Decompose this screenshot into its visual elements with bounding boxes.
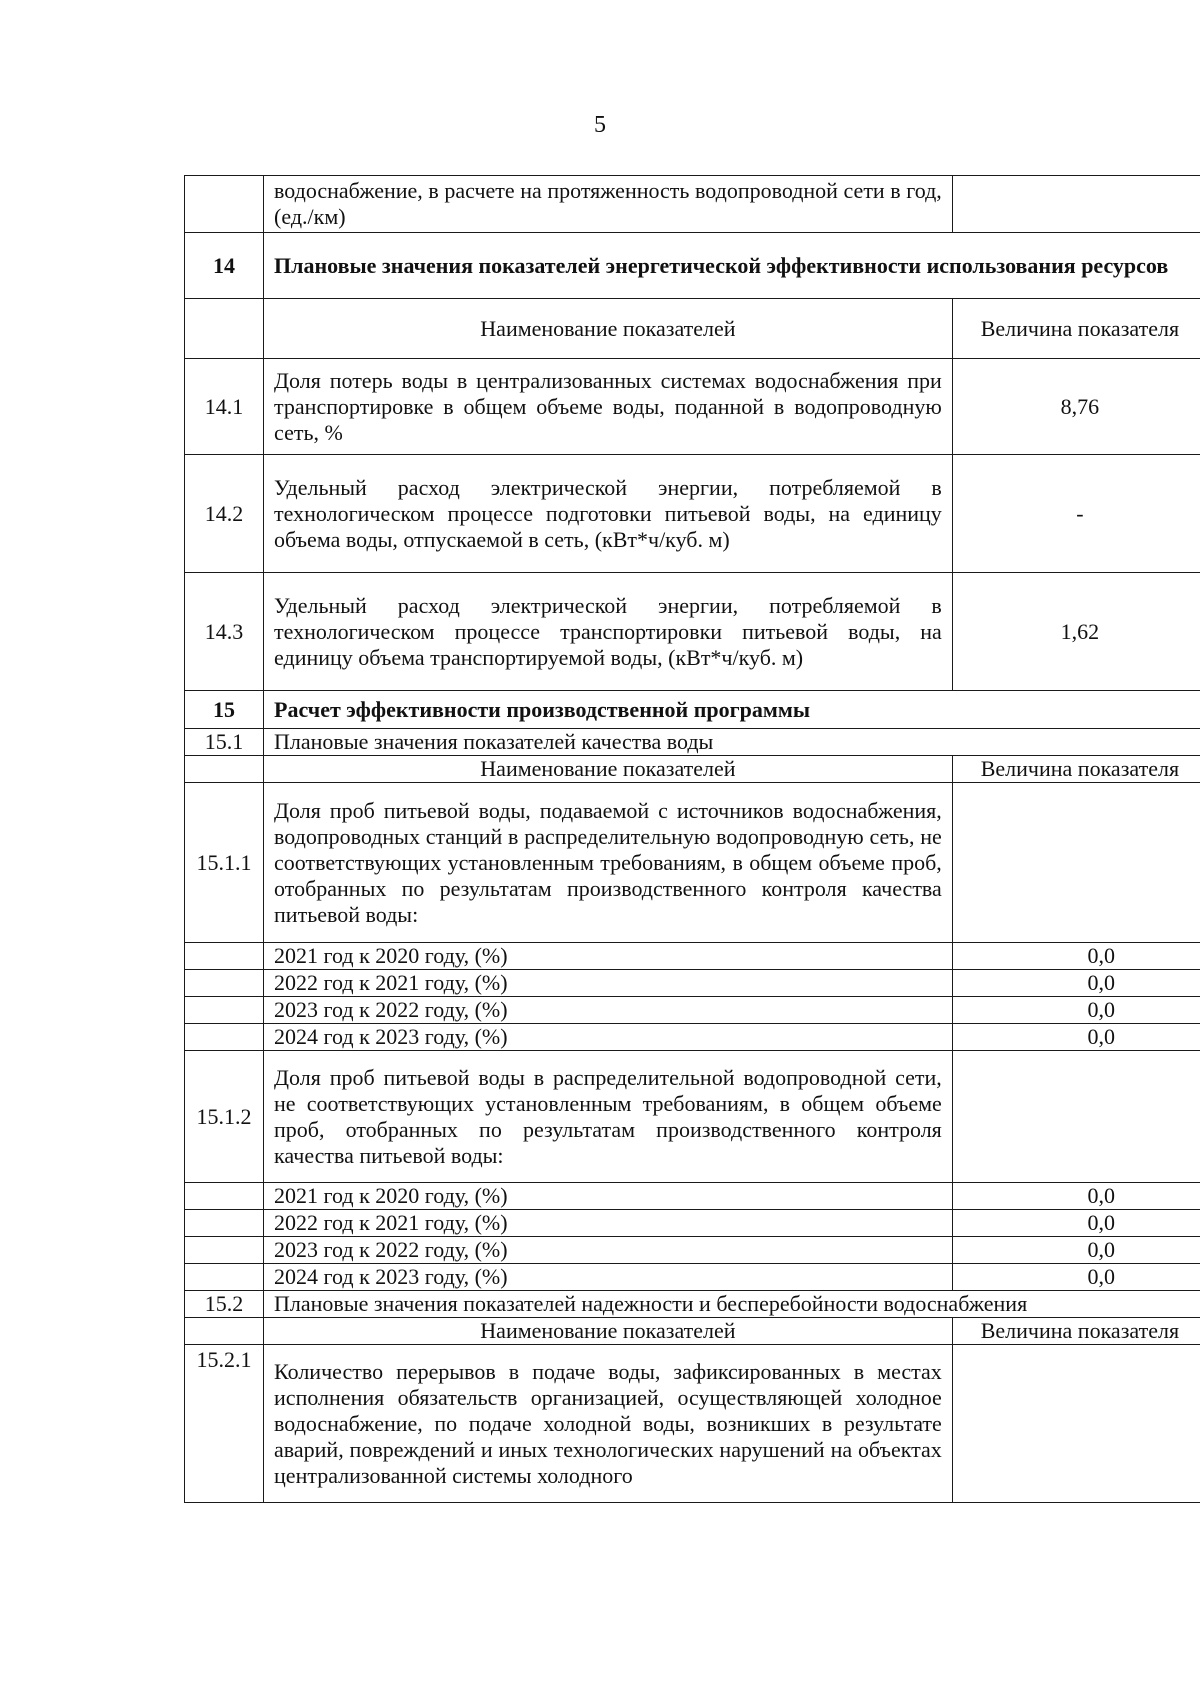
year-label: 2024 год к 2023 году, (%): [264, 1024, 953, 1051]
section-row: [185, 691, 1200, 729]
section-number: 15.1: [185, 729, 264, 756]
header-row: [185, 1318, 1200, 1345]
page-number: 5: [594, 112, 606, 138]
year-row: [185, 1210, 1200, 1237]
section-title: Плановые значения показателей надежности и бесперебойности водоснабжения: [264, 1291, 1200, 1318]
indicator-name: водоснабжение, в расчете на протяженность водопроводной сети в год, (ед./км): [264, 176, 953, 233]
row-number: 14.3: [185, 573, 264, 691]
indicator-value: -: [952, 455, 1200, 573]
subsection-row: [185, 1291, 1200, 1318]
table-row: [185, 1051, 1200, 1183]
row-number: [185, 1024, 264, 1051]
year-row: [185, 1183, 1200, 1210]
row-number: [185, 756, 264, 783]
table-row: [185, 359, 1200, 455]
row-number: [185, 176, 264, 233]
indicator-name: Удельный расход электрической энергии, потребляемой в технологическом процессе подготовки питьевой воды, на единицу объема воды, отпускаемой в сеть, (кВт*ч/куб. м): [264, 455, 953, 573]
year-row: [185, 1024, 1200, 1051]
indicator-name: Доля потерь воды в централизованных системах водоснабжения при транспортировке в общем объеме воды, поданной в водопроводную сеть, %: [264, 359, 953, 455]
year-value: 0,0: [952, 997, 1200, 1024]
row-number: [185, 1264, 264, 1291]
header-row: [185, 299, 1200, 359]
column-header-name: Наименование показателей: [264, 299, 953, 359]
row-number: [185, 1183, 264, 1210]
year-value: 0,0: [952, 1183, 1200, 1210]
year-label: 2023 год к 2022 году, (%): [264, 1237, 953, 1264]
year-value: 0,0: [952, 1237, 1200, 1264]
table-row: [185, 176, 1200, 233]
year-row: [185, 1237, 1200, 1264]
year-label: 2022 год к 2021 году, (%): [264, 1210, 953, 1237]
year-label: 2021 год к 2020 году, (%): [264, 943, 953, 970]
indicator-value: [952, 176, 1200, 233]
row-number: 15.2.1: [185, 1345, 264, 1503]
column-header-name: Наименование показателей: [264, 756, 953, 783]
year-value: 0,0: [952, 1210, 1200, 1237]
section-number: 15: [185, 691, 264, 729]
row-number: [185, 997, 264, 1024]
table-row: [185, 573, 1200, 691]
row-number: 14.1: [185, 359, 264, 455]
year-row: [185, 943, 1200, 970]
indicator-value: [952, 1051, 1200, 1183]
section-number: 14: [185, 233, 264, 299]
year-value: 0,0: [952, 943, 1200, 970]
table-row: [185, 455, 1200, 573]
table-row: [185, 1345, 1200, 1503]
indicators-table: [184, 175, 1200, 1503]
year-label: 2022 год к 2021 году, (%): [264, 970, 953, 997]
indicator-name: Доля проб питьевой воды, подаваемой с источников водоснабжения, водопроводных станций в распределительную водопроводную сеть, не соответствующих установленным требованиям, в общем объеме проб, отобранных по результатам производственного контроля качества питьевой воды:: [264, 783, 953, 943]
year-row: [185, 1264, 1200, 1291]
row-number: [185, 299, 264, 359]
section-title: Плановые значения показателей качества воды: [264, 729, 1200, 756]
column-header-value: Величина показателя: [952, 756, 1200, 783]
header-row: [185, 756, 1200, 783]
row-number: [185, 970, 264, 997]
indicator-value: [952, 783, 1200, 943]
row-number: 15.1.1: [185, 783, 264, 943]
section-row: [185, 233, 1200, 299]
row-number: 15.1.2: [185, 1051, 264, 1183]
year-label: 2024 год к 2023 году, (%): [264, 1264, 953, 1291]
indicator-value: 8,76: [952, 359, 1200, 455]
year-row: [185, 997, 1200, 1024]
column-header-value: Величина показателя: [952, 1318, 1200, 1345]
year-value: 0,0: [952, 970, 1200, 997]
indicator-value: 1,62: [952, 573, 1200, 691]
subsection-row: [185, 729, 1200, 756]
indicator-value: [952, 1345, 1200, 1503]
column-header-value: Величина показателя: [952, 299, 1200, 359]
year-row: [185, 970, 1200, 997]
table-row: [185, 783, 1200, 943]
row-number: 14.2: [185, 455, 264, 573]
year-value: 0,0: [952, 1024, 1200, 1051]
year-label: 2023 год к 2022 году, (%): [264, 997, 953, 1024]
row-number: [185, 1237, 264, 1264]
column-header-name: Наименование показателей: [264, 1318, 953, 1345]
indicator-name: Удельный расход электрической энергии, потребляемой в технологическом процессе транспортировки питьевой воды, на единицу объема транспортируемой воды, (кВт*ч/куб. м): [264, 573, 953, 691]
row-number: [185, 943, 264, 970]
section-number: 15.2: [185, 1291, 264, 1318]
indicator-name: Количество перерывов в подаче воды, зафиксированных в местах исполнения обязательств организацией, осуществляющей холодное водоснабжение, по подаче холодной воды, возникших в результате аварий, повреждений и иных технологических нарушений на объектах централизованной системы холодного: [264, 1345, 953, 1503]
section-title: Плановые значения показателей энергетической эффективности использования ресурсов: [264, 233, 1200, 299]
row-number: [185, 1210, 264, 1237]
year-value: 0,0: [952, 1264, 1200, 1291]
row-number: [185, 1318, 264, 1345]
section-title: Расчет эффективности производственной программы: [264, 691, 1200, 729]
year-label: 2021 год к 2020 году, (%): [264, 1183, 953, 1210]
indicator-name: Доля проб питьевой воды в распределительной водопроводной сети, не соответствующих установленным требованиям, в общем объеме проб, отобранных по результатам производственного контроля качества питьевой воды:: [264, 1051, 953, 1183]
